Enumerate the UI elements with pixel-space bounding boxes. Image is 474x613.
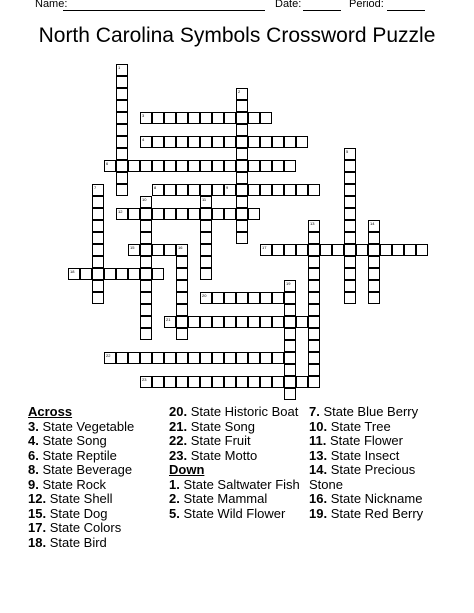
- clue-item: 15. State Dog: [28, 505, 108, 521]
- grid-cell[interactable]: [188, 208, 200, 220]
- grid-cell[interactable]: [308, 268, 320, 280]
- grid-cell[interactable]: [152, 208, 164, 220]
- grid-cell[interactable]: [224, 352, 236, 364]
- grid-cell[interactable]: [248, 376, 260, 388]
- grid-cell[interactable]: [188, 316, 200, 328]
- grid-cell[interactable]: [344, 172, 356, 184]
- grid-cell[interactable]: [284, 136, 296, 148]
- grid-cell[interactable]: [152, 244, 164, 256]
- grid-cell[interactable]: [92, 268, 104, 280]
- grid-cell[interactable]: [224, 160, 236, 172]
- clue-number: 11: [202, 197, 207, 202]
- grid-cell[interactable]: [200, 184, 212, 196]
- grid-cell[interactable]: [308, 256, 320, 268]
- grid-cell[interactable]: [176, 112, 188, 124]
- grid-cell[interactable]: [176, 328, 188, 340]
- grid-cell[interactable]: [344, 232, 356, 244]
- grid-cell[interactable]: [212, 208, 224, 220]
- clue-item: 16. State Nickname: [309, 491, 423, 506]
- grid-cell[interactable]: [164, 208, 176, 220]
- grid-cell[interactable]: [140, 256, 152, 268]
- grid-cell[interactable]: [176, 292, 188, 304]
- grid-cell[interactable]: [296, 184, 308, 196]
- grid-cell[interactable]: [248, 184, 260, 196]
- clues-column-3: [309, 405, 449, 521]
- grid-cell[interactable]: [284, 352, 296, 364]
- grid-cell[interactable]: [152, 112, 164, 124]
- grid-cell[interactable]: [188, 136, 200, 148]
- grid-cell[interactable]: [116, 184, 128, 196]
- grid-cell[interactable]: [128, 352, 140, 364]
- clue-number: 4: [142, 137, 145, 142]
- grid-cell[interactable]: [92, 292, 104, 304]
- grid-cell[interactable]: [224, 184, 236, 196]
- grid-cell[interactable]: [236, 124, 248, 136]
- clue-item: 4. State Song: [28, 433, 107, 448]
- grid-cell[interactable]: [80, 268, 92, 280]
- grid-cell[interactable]: [68, 268, 80, 280]
- clues-column-1: [28, 405, 168, 550]
- clue-item: 3. State Vegetable: [28, 418, 135, 434]
- grid-cell[interactable]: [140, 376, 152, 388]
- grid-cell[interactable]: [176, 256, 188, 268]
- grid-cell[interactable]: [176, 268, 188, 280]
- grid-cell[interactable]: [188, 376, 200, 388]
- grid-cell[interactable]: [212, 160, 224, 172]
- grid-cell[interactable]: [128, 268, 140, 280]
- clue-number: 20: [202, 293, 207, 298]
- grid-cell[interactable]: [296, 316, 308, 328]
- grid-cell[interactable]: [92, 208, 104, 220]
- clue-item: 13. State Insect: [309, 447, 400, 463]
- grid-cell[interactable]: [368, 220, 380, 232]
- grid-cell[interactable]: [164, 244, 176, 256]
- grid-cell[interactable]: [116, 268, 128, 280]
- grid-cell[interactable]: [164, 376, 176, 388]
- grid-cell[interactable]: [260, 316, 272, 328]
- grid-cell[interactable]: [224, 112, 236, 124]
- grid-cell[interactable]: [140, 208, 152, 220]
- grid-cell[interactable]: [368, 280, 380, 292]
- grid-cell[interactable]: [92, 220, 104, 232]
- across-heading: Across: [28, 404, 73, 419]
- grid-cell[interactable]: [224, 136, 236, 148]
- grid-cell[interactable]: [236, 148, 248, 160]
- grid-cell[interactable]: [284, 304, 296, 316]
- grid-cell[interactable]: [188, 160, 200, 172]
- grid-cell[interactable]: [128, 208, 140, 220]
- clue-number: 16: [178, 245, 183, 250]
- clue-item: 21. State Song: [169, 418, 256, 434]
- grid-cell[interactable]: [152, 268, 164, 280]
- grid-cell[interactable]: [92, 232, 104, 244]
- grid-cell[interactable]: [272, 136, 284, 148]
- grid-cell[interactable]: [104, 352, 116, 364]
- grid-cell[interactable]: [140, 328, 152, 340]
- page-title: North Carolina Symbols Crossword Puzzle: [38, 24, 436, 47]
- grid-cell[interactable]: [140, 280, 152, 292]
- grid-cell[interactable]: [404, 244, 416, 256]
- grid-cell[interactable]: [368, 268, 380, 280]
- grid-cell[interactable]: [284, 388, 296, 400]
- clue-number: 18: [70, 269, 75, 274]
- grid-cell[interactable]: [200, 112, 212, 124]
- grid-cell[interactable]: [284, 280, 296, 292]
- clue-number: 23: [142, 377, 147, 382]
- grid-cell[interactable]: [344, 256, 356, 268]
- grid-cell[interactable]: [380, 244, 392, 256]
- grid-cell[interactable]: [92, 184, 104, 196]
- grid-cell[interactable]: [92, 244, 104, 256]
- clue-item: 14. State Precious Stone: [309, 462, 416, 492]
- grid-cell[interactable]: [272, 160, 284, 172]
- clue-number: 12: [118, 209, 123, 214]
- grid-cell[interactable]: [140, 268, 152, 280]
- grid-cell[interactable]: [116, 100, 128, 112]
- clue-item: 23. State Motto: [169, 447, 258, 463]
- grid-cell[interactable]: [176, 376, 188, 388]
- clue-item: 17. State Colors: [28, 520, 122, 535]
- grid-cell[interactable]: [344, 292, 356, 304]
- clue-number: 3: [142, 113, 145, 118]
- grid-cell[interactable]: [260, 352, 272, 364]
- grid-cell[interactable]: [236, 112, 248, 124]
- grid-cell[interactable]: [344, 184, 356, 196]
- grid-cell[interactable]: [308, 352, 320, 364]
- grid-cell[interactable]: [308, 316, 320, 328]
- grid-cell[interactable]: [236, 376, 248, 388]
- grid-cell[interactable]: [416, 244, 428, 256]
- grid-cell[interactable]: [248, 352, 260, 364]
- grid-cell[interactable]: [248, 208, 260, 220]
- grid-cell[interactable]: [308, 184, 320, 196]
- grid-cell[interactable]: [308, 292, 320, 304]
- grid-cell[interactable]: [116, 136, 128, 148]
- grid-cell[interactable]: [284, 364, 296, 376]
- grid-cell[interactable]: [200, 160, 212, 172]
- clue-number: 6: [106, 161, 109, 166]
- grid-cell[interactable]: [344, 148, 356, 160]
- grid-cell[interactable]: [176, 352, 188, 364]
- grid-cell[interactable]: [284, 184, 296, 196]
- grid-cell[interactable]: [188, 184, 200, 196]
- grid-cell[interactable]: [344, 244, 356, 256]
- grid-cell[interactable]: [116, 112, 128, 124]
- grid-cell[interactable]: [284, 160, 296, 172]
- grid-cell[interactable]: [368, 244, 380, 256]
- grid-cell[interactable]: [140, 112, 152, 124]
- clue-item: 5. State Wild Flower: [169, 505, 286, 521]
- grid-cell[interactable]: [200, 376, 212, 388]
- grid-cell[interactable]: [392, 244, 404, 256]
- grid-cell[interactable]: [164, 316, 176, 328]
- grid-cell[interactable]: [104, 160, 116, 172]
- clue-item: 22. State Fruit: [169, 433, 251, 448]
- grid-cell[interactable]: [140, 220, 152, 232]
- grid-cell[interactable]: [176, 208, 188, 220]
- grid-cell[interactable]: [344, 220, 356, 232]
- grid-cell[interactable]: [260, 112, 272, 124]
- clue-item: 20. State Historic Boat: [169, 404, 299, 419]
- grid-cell[interactable]: [152, 160, 164, 172]
- grid-cell[interactable]: [308, 376, 320, 388]
- grid-cell[interactable]: [236, 232, 248, 244]
- clue-number: 21: [166, 317, 171, 322]
- grid-cell[interactable]: [308, 328, 320, 340]
- clue-item: 11. State Flower: [309, 433, 403, 448]
- grid-cell[interactable]: [236, 196, 248, 208]
- grid-cell[interactable]: [140, 232, 152, 244]
- down-heading: Down: [169, 462, 205, 477]
- clue-number: 15: [130, 245, 135, 250]
- grid-cell[interactable]: [272, 184, 284, 196]
- grid-cell[interactable]: [200, 244, 212, 256]
- grid-cell[interactable]: [368, 256, 380, 268]
- clue-item: 8. State Beverage: [28, 462, 133, 477]
- clue-number: 10: [142, 197, 147, 202]
- grid-cell[interactable]: [116, 172, 128, 184]
- grid-cell[interactable]: [248, 316, 260, 328]
- grid-cell[interactable]: [152, 352, 164, 364]
- grid-cell[interactable]: [116, 352, 128, 364]
- clue-item: 2. State Mammal: [169, 491, 268, 506]
- grid-cell[interactable]: [140, 244, 152, 256]
- clue-item: 19. State Red Berry: [309, 505, 424, 521]
- grid-cell[interactable]: [212, 112, 224, 124]
- grid-cell[interactable]: [344, 280, 356, 292]
- grid-cell[interactable]: [224, 292, 236, 304]
- grid-cell[interactable]: [176, 316, 188, 328]
- clue-number: 8: [154, 185, 157, 190]
- grid-cell[interactable]: [140, 196, 152, 208]
- grid-cell[interactable]: [284, 376, 296, 388]
- grid-cell[interactable]: [236, 100, 248, 112]
- grid-cell[interactable]: [212, 136, 224, 148]
- grid-cell[interactable]: [308, 232, 320, 244]
- grid-cell[interactable]: [200, 292, 212, 304]
- grid-cell[interactable]: [236, 184, 248, 196]
- clue-number: 9: [226, 185, 229, 190]
- grid-cell[interactable]: [344, 268, 356, 280]
- grid-cell[interactable]: [116, 208, 128, 220]
- clue-item: 7. State Blue Berry: [309, 404, 419, 419]
- grid-cell[interactable]: [188, 352, 200, 364]
- grid-cell[interactable]: [140, 304, 152, 316]
- clue-number: 17: [262, 245, 267, 250]
- clue-item: 9. State Rock: [28, 476, 107, 492]
- clue-number: 14: [370, 221, 375, 226]
- grid-cell[interactable]: [140, 136, 152, 148]
- grid-cell[interactable]: [296, 136, 308, 148]
- clue-number: 7: [94, 185, 97, 190]
- grid-cell[interactable]: [212, 376, 224, 388]
- name-label: Name:: [35, 0, 68, 10]
- grid-cell[interactable]: [140, 352, 152, 364]
- grid-cell[interactable]: [200, 316, 212, 328]
- grid-cell[interactable]: [260, 184, 272, 196]
- clue-number: 19: [286, 281, 291, 286]
- grid-cell[interactable]: [176, 280, 188, 292]
- grid-cell[interactable]: [200, 196, 212, 208]
- grid-cell[interactable]: [116, 88, 128, 100]
- clue-number: 1: [118, 65, 121, 70]
- grid-cell[interactable]: [248, 112, 260, 124]
- grid-cell[interactable]: [152, 376, 164, 388]
- grid-cell[interactable]: [92, 196, 104, 208]
- grid-cell[interactable]: [200, 232, 212, 244]
- grid-cell[interactable]: [176, 244, 188, 256]
- grid-cell[interactable]: [164, 136, 176, 148]
- grid-cell[interactable]: [176, 184, 188, 196]
- grid-cell[interactable]: [164, 352, 176, 364]
- grid-cell[interactable]: [116, 124, 128, 136]
- grid-cell[interactable]: [164, 160, 176, 172]
- grid-cell[interactable]: [92, 280, 104, 292]
- grid-cell[interactable]: [176, 304, 188, 316]
- grid-cell[interactable]: [248, 292, 260, 304]
- clues-column-2: [169, 405, 301, 521]
- grid-cell[interactable]: [236, 160, 248, 172]
- grid-cell[interactable]: [212, 352, 224, 364]
- grid-cell[interactable]: [128, 244, 140, 256]
- grid-cell[interactable]: [116, 160, 128, 172]
- grid-cell[interactable]: [140, 292, 152, 304]
- grid-cell[interactable]: [260, 244, 272, 256]
- grid-cell[interactable]: [236, 292, 248, 304]
- grid-cell[interactable]: [284, 316, 296, 328]
- grid-cell[interactable]: [212, 184, 224, 196]
- grid-cell[interactable]: [272, 376, 284, 388]
- grid-cell[interactable]: [116, 76, 128, 88]
- grid-cell[interactable]: [152, 184, 164, 196]
- grid-cell[interactable]: [308, 244, 320, 256]
- grid-cell[interactable]: [176, 160, 188, 172]
- grid-cell[interactable]: [284, 328, 296, 340]
- clue-number: 22: [106, 353, 111, 358]
- grid-cell[interactable]: [188, 112, 200, 124]
- grid-cell[interactable]: [200, 208, 212, 220]
- grid-cell[interactable]: [200, 256, 212, 268]
- grid-cell[interactable]: [284, 292, 296, 304]
- grid-cell[interactable]: [272, 316, 284, 328]
- grid-cell[interactable]: [332, 244, 344, 256]
- grid-cell[interactable]: [296, 376, 308, 388]
- grid-cell[interactable]: [272, 244, 284, 256]
- grid-cell[interactable]: [224, 316, 236, 328]
- grid-cell[interactable]: [236, 88, 248, 100]
- grid-cell[interactable]: [104, 268, 116, 280]
- clue-number: 2: [238, 89, 241, 94]
- grid-cell[interactable]: [200, 220, 212, 232]
- clue-number: 13: [310, 221, 315, 226]
- grid-cell[interactable]: [128, 160, 140, 172]
- grid-cell[interactable]: [296, 244, 308, 256]
- grid-cell[interactable]: [284, 340, 296, 352]
- grid-cell[interactable]: [320, 244, 332, 256]
- grid-cell[interactable]: [92, 256, 104, 268]
- grid-cell[interactable]: [368, 232, 380, 244]
- date-label: Date:: [275, 0, 302, 10]
- grid-cell[interactable]: [224, 208, 236, 220]
- grid-cell[interactable]: [260, 292, 272, 304]
- grid-cell[interactable]: [236, 220, 248, 232]
- grid-cell[interactable]: [272, 292, 284, 304]
- grid-cell[interactable]: [308, 220, 320, 232]
- grid-cell[interactable]: [308, 340, 320, 352]
- period-label: Period:: [349, 0, 384, 10]
- grid-cell[interactable]: [152, 136, 164, 148]
- grid-cell[interactable]: [116, 64, 128, 76]
- grid-cell[interactable]: [236, 316, 248, 328]
- grid-cell[interactable]: [116, 148, 128, 160]
- grid-cell[interactable]: [308, 364, 320, 376]
- grid-cell[interactable]: [260, 136, 272, 148]
- clue-item: 18. State Bird: [28, 534, 107, 550]
- grid-cell[interactable]: [176, 136, 188, 148]
- grid-cell[interactable]: [212, 292, 224, 304]
- grid-cell[interactable]: [308, 304, 320, 316]
- grid-cell[interactable]: [200, 268, 212, 280]
- grid-cell[interactable]: [284, 244, 296, 256]
- clue-number: 5: [346, 149, 349, 154]
- clue-item: 12. State Shell: [28, 491, 113, 506]
- grid-cell[interactable]: [140, 316, 152, 328]
- clue-item: 10. State Tree: [309, 418, 391, 434]
- grid-cell[interactable]: [272, 352, 284, 364]
- grid-cell[interactable]: [308, 280, 320, 292]
- grid-cell[interactable]: [140, 160, 152, 172]
- grid-cell[interactable]: [344, 208, 356, 220]
- grid-cell[interactable]: [368, 292, 380, 304]
- grid-cell[interactable]: [356, 244, 368, 256]
- grid-cell[interactable]: [164, 112, 176, 124]
- grid-cell[interactable]: [200, 136, 212, 148]
- grid-cell[interactable]: [224, 376, 236, 388]
- grid-cell[interactable]: [236, 208, 248, 220]
- grid-cell[interactable]: [344, 196, 356, 208]
- grid-cell[interactable]: [212, 316, 224, 328]
- grid-cell[interactable]: [344, 160, 356, 172]
- clue-item: 6. State Reptile: [28, 447, 117, 463]
- grid-cell[interactable]: [236, 172, 248, 184]
- grid-cell[interactable]: [260, 376, 272, 388]
- grid-cell[interactable]: [164, 184, 176, 196]
- clue-item: 1. State Saltwater Fish: [169, 476, 300, 492]
- grid-cell[interactable]: [248, 136, 260, 148]
- grid-cell[interactable]: [236, 136, 248, 148]
- grid-cell[interactable]: [248, 160, 260, 172]
- grid-cell[interactable]: [200, 352, 212, 364]
- grid-cell[interactable]: [236, 352, 248, 364]
- grid-cell[interactable]: [260, 160, 272, 172]
